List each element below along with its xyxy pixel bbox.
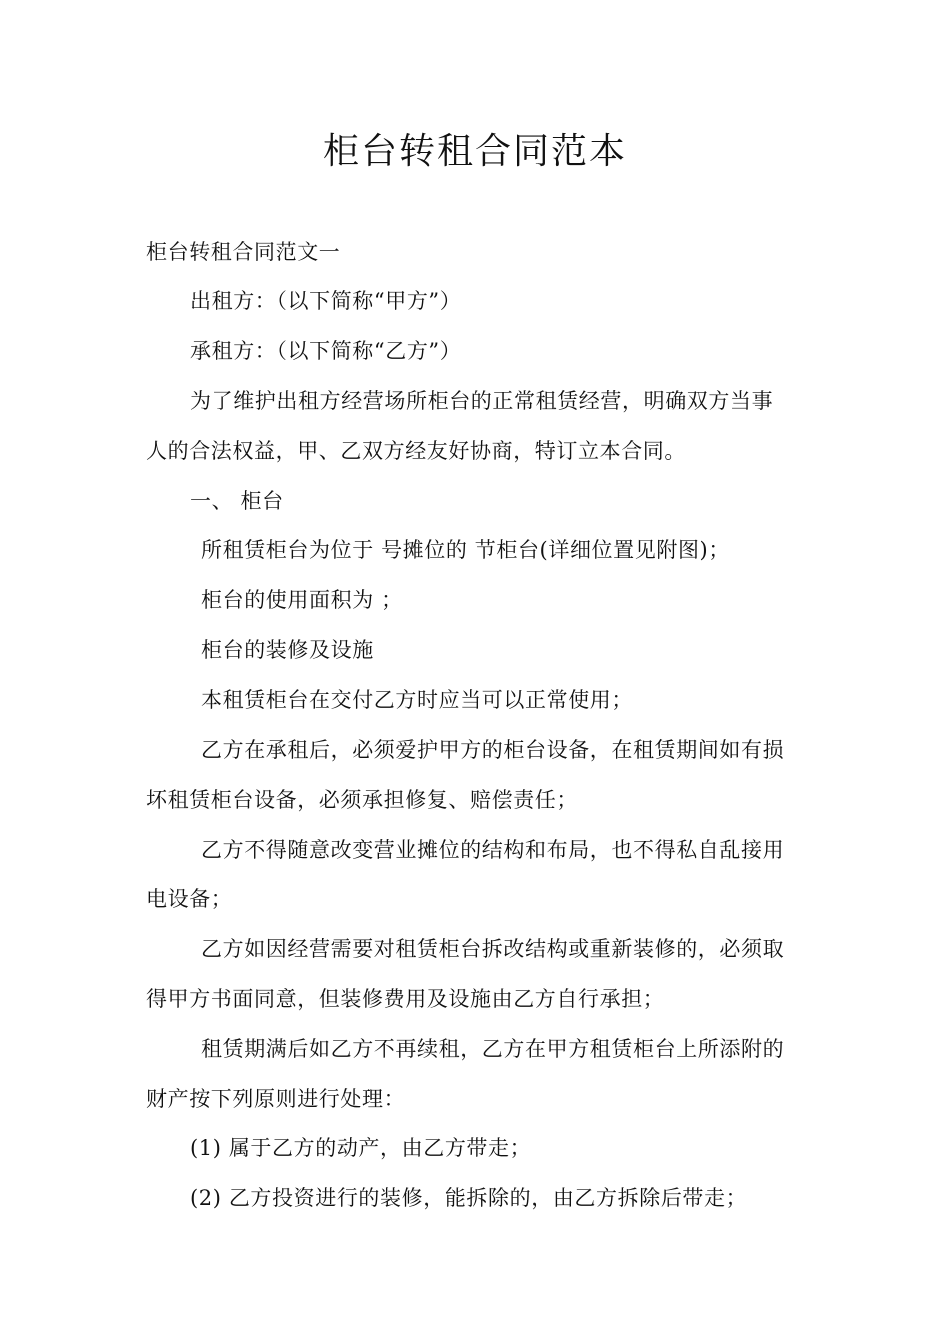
section-heading: 柜台转租合同范文一 <box>146 240 341 264</box>
paragraph-line: 乙方不得随意改变营业摊位的结构和布局，也不得私自乱接用 <box>201 838 785 862</box>
paragraph-line: 人的合法权益，甲、乙双方经友好协商，特订立本合同。 <box>146 439 686 463</box>
paragraph-line: 乙方在承租后，必须爱护甲方的柜台设备，在租赁期间如有损 <box>201 738 785 762</box>
paragraph-line: 坏租赁柜台设备，必须承担修复、赔偿责任； <box>146 788 578 812</box>
paragraph-line: 所租赁柜台为位于 号摊位的 节柜台(详细位置见附图)； <box>201 538 730 562</box>
paragraph-line: 电设备； <box>146 887 233 911</box>
paragraph-line: 得甲方书面同意，但装修费用及设施由乙方自行承担； <box>146 987 665 1011</box>
paragraph-line: 乙方如因经营需要对租赁柜台拆改结构或重新装修的，必须取 <box>201 937 785 961</box>
paragraph-line: 本租赁柜台在交付乙方时应当可以正常使用； <box>201 688 633 712</box>
list-item: (1) 属于乙方的动产，由乙方带走； <box>190 1136 532 1160</box>
paragraph-line: 为了维护出租方经营场所柜台的正常租赁经营，明确双方当事 <box>190 389 774 413</box>
list-item: (2) 乙方投资进行的装修，能拆除的，由乙方拆除后带走； <box>190 1186 748 1210</box>
lessor-line: 出租方：（以下简称“甲方”） <box>190 289 462 313</box>
paragraph-line: 柜台的使用面积为 ； <box>201 588 403 612</box>
lessee-line: 承租方：（以下简称“乙方”） <box>190 339 462 363</box>
document-title: 柜台转租合同范本 <box>322 131 627 172</box>
clause-heading: 一、 柜台 <box>190 489 284 513</box>
paragraph-line: 柜台的装修及设施 <box>201 638 374 662</box>
paragraph-line: 财产按下列原则进行处理： <box>146 1087 406 1111</box>
paragraph-line: 租赁期满后如乙方不再续租，乙方在甲方租赁柜台上所添附的 <box>201 1037 785 1061</box>
